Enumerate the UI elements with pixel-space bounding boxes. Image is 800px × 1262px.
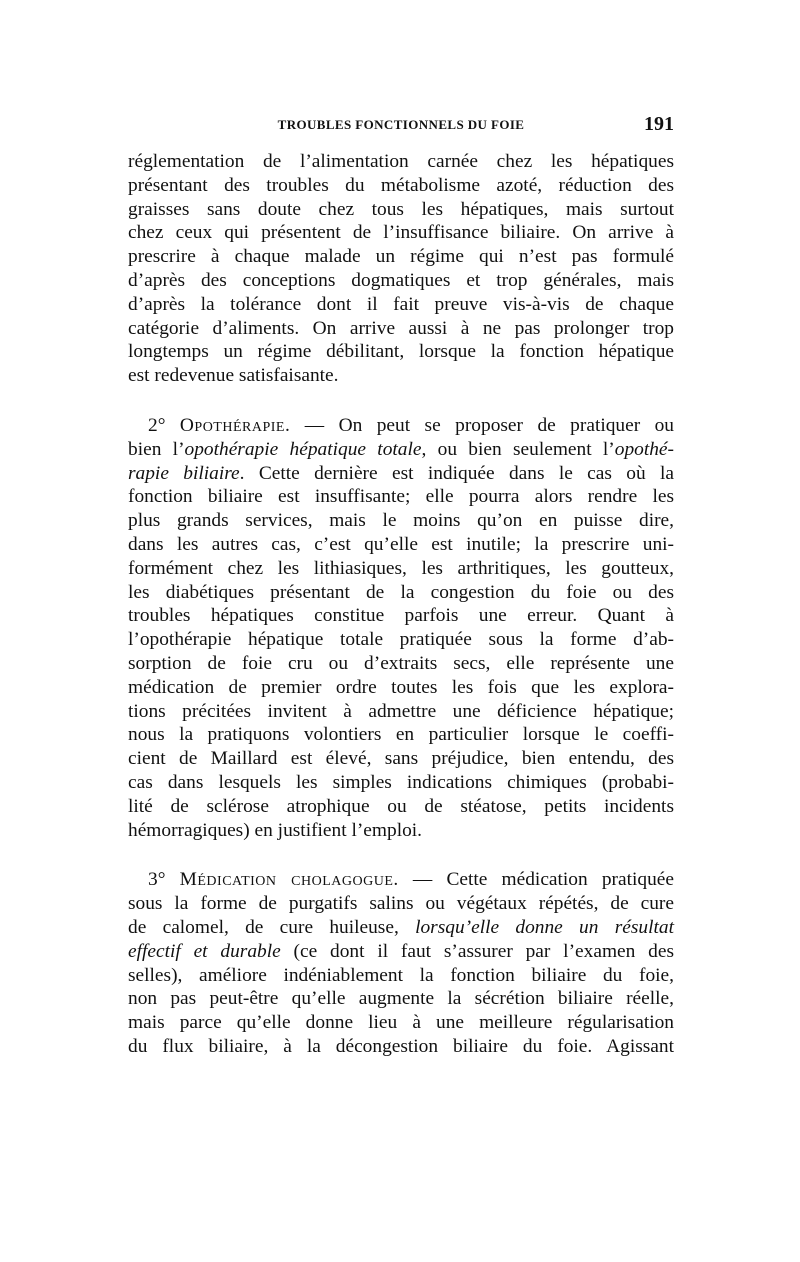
italic-run: effectif et durable bbox=[128, 940, 281, 962]
text-line: d’après la tolérance dont il fait preuve vis-à-vis de chaque bbox=[128, 293, 674, 315]
text-run: de calomel, de cure huileuse, bbox=[128, 916, 416, 938]
text-line: nous la pratiquons volontiers en particulier lorsque le coeffi- bbox=[128, 724, 674, 746]
text-line: est redevenue satisfaisante. bbox=[128, 365, 339, 387]
text-line: graisses sans doute chez tous les hépatiques, mais surtout bbox=[128, 198, 674, 220]
text-run: bien l’ bbox=[128, 438, 185, 460]
text-line: non pas peut-être qu’elle augmente la sécrétion biliaire réelle, bbox=[128, 988, 674, 1010]
text-line: cient de Maillard est élevé, sans préjudice, bien entendu, des bbox=[128, 748, 674, 770]
paragraph-2 bbox=[128, 414, 674, 842]
text-line bbox=[128, 940, 674, 964]
italic-run: opothé- bbox=[614, 438, 674, 460]
body-text bbox=[128, 150, 674, 1059]
text-run: , ou bien seulement l’ bbox=[421, 438, 615, 460]
text-line: selles), améliore indéniablement la fonction biliaire du foie, bbox=[128, 964, 674, 986]
text-line bbox=[128, 916, 674, 940]
text-line: plus grands services, mais le moins qu’on en puisse dire, bbox=[128, 510, 674, 532]
text-line: réglementation de l’alimentation carnée chez les hépatiques bbox=[128, 151, 674, 172]
text-line: prescrire à chaque malade un régime qui n’est pas formulé bbox=[128, 246, 674, 268]
running-title: TROUBLES FONCTIONNELS DU FOIE bbox=[277, 117, 525, 132]
text-line bbox=[128, 868, 674, 892]
paragraph-gap bbox=[128, 388, 674, 414]
text-line: les diabétiques présentant de la congestion du foie ou des bbox=[128, 581, 674, 603]
text-line: fonction biliaire est insuffisante; elle pourra alors rendre les bbox=[128, 486, 674, 508]
text-line: tions précitées invitent à admettre une déficience hépatique; bbox=[128, 700, 674, 722]
text-line bbox=[128, 414, 674, 438]
text-run: (ce dont il faut s’assurer par l’examen des bbox=[280, 940, 674, 962]
italic-run: lorsqu’elle donne un résultat bbox=[415, 916, 674, 938]
text-line: l’opothérapie hépatique totale pratiquée sous la forme d’ab- bbox=[128, 629, 674, 651]
text-line: du flux biliaire, à la décongestion biliaire du foie. Agissant bbox=[128, 1035, 674, 1057]
text-run: — On peut se proposer de pratiquer ou bbox=[290, 414, 675, 436]
text-line: formément chez les lithiasiques, les arthritiques, les goutteux, bbox=[128, 557, 674, 579]
text-line: lité de sclérose atrophique ou de stéatose, petits incidents bbox=[128, 795, 674, 817]
text-line: sorption de foie cru ou d’extraits secs, elle représente une bbox=[128, 652, 674, 674]
text-line: catégorie d’aliments. On arrive aussi à ne pas prolonger trop bbox=[128, 317, 674, 339]
text-line: cas dans lesquels les simples indications chimiques (probabi- bbox=[128, 771, 674, 793]
italic-run: rapie biliaire bbox=[128, 462, 240, 484]
text-line: d’après des conceptions dogmatiques et trop générales, mais bbox=[128, 269, 674, 291]
paragraph-1 bbox=[128, 150, 674, 388]
section-heading: Opothérapie. bbox=[179, 414, 291, 436]
text-line: sous la forme de purgatifs salins ou végétaux répétés, de cure bbox=[128, 893, 674, 915]
section-number: 2° bbox=[148, 414, 166, 436]
text-line: hémorragiques) en justifient l’emploi. bbox=[128, 819, 423, 841]
text-run: . Cette dernière est indiquée dans le cas où la bbox=[239, 462, 674, 484]
text-line: médication de premier ordre toutes les fois que les explora- bbox=[128, 676, 674, 698]
page-number: 191 bbox=[644, 113, 674, 135]
text-line: présentant des troubles du métabolisme azoté, réduction des bbox=[128, 174, 674, 196]
paragraph-3 bbox=[128, 868, 674, 1058]
text-line bbox=[128, 462, 674, 486]
text-line: longtemps un régime débilitant, lorsque la fonction hépatique bbox=[128, 341, 674, 363]
section-number: 3° bbox=[148, 869, 166, 891]
italic-run: opothérapie hépatique totale bbox=[184, 438, 422, 460]
text-line: troubles hépatiques constitue parfois une erreur. Quant à bbox=[128, 605, 674, 627]
text-line bbox=[128, 438, 674, 462]
text-line: dans les autres cas, c’est qu’elle est inutile; la prescrire uni- bbox=[128, 533, 674, 555]
text-line: chez ceux qui présentent de l’insuffisance biliaire. On arrive à bbox=[128, 222, 674, 244]
running-head bbox=[128, 114, 674, 138]
text-line: mais parce qu’elle donne lieu à une meilleure régularisation bbox=[128, 1012, 674, 1034]
paragraph-gap bbox=[128, 842, 674, 868]
text-run: — Cette médication pratiquée bbox=[398, 869, 674, 891]
section-heading: Médication cholagogue. bbox=[179, 869, 399, 891]
